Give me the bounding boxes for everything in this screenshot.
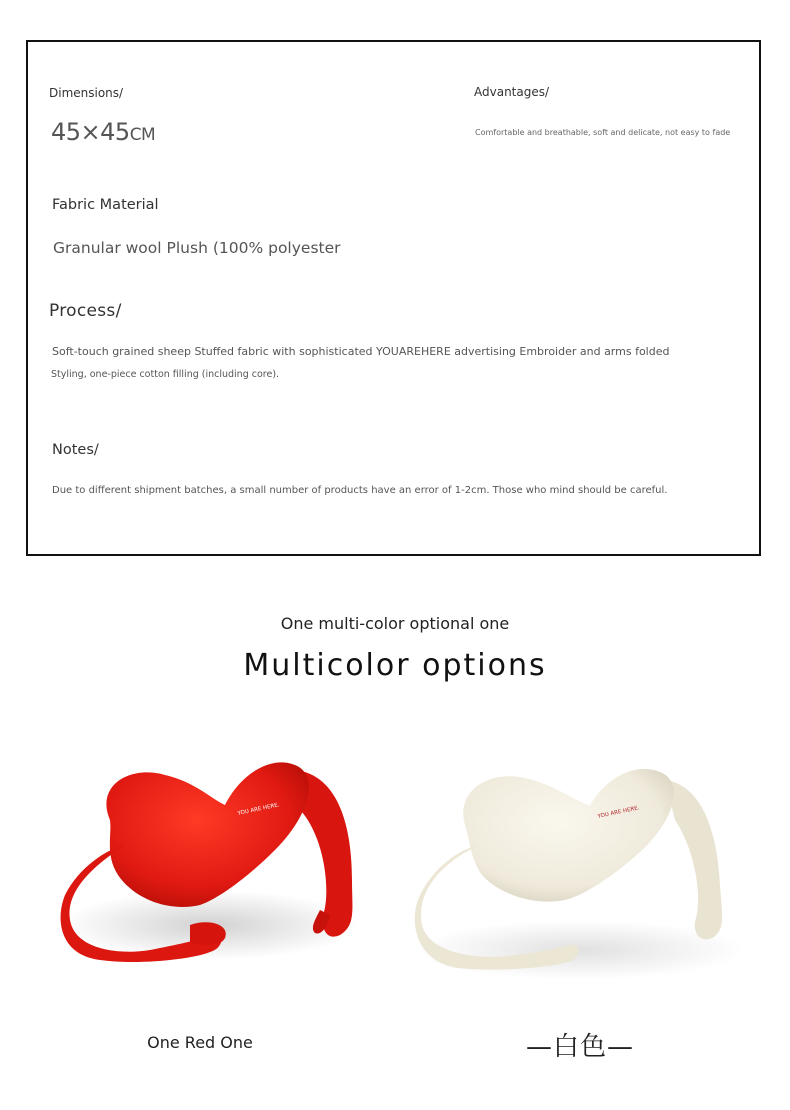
dimensions-number: 45×45 [51, 118, 130, 146]
dimensions-label: Dimensions/ [49, 86, 124, 100]
process-line-1: Soft-touch grained sheep Stuffed fabric with sophisticated YOUAREHERE advertising Embroider and arms folded [52, 345, 670, 358]
dimensions-value [51, 118, 155, 146]
fabric-value: Granular wool Plush (100% polyester [53, 239, 341, 257]
notes-label: Notes/ [52, 442, 99, 458]
red-embroidery-text: YOU ARE HERE. [237, 802, 281, 817]
process-line-2: Styling, one-piece cotton filling (including core). [51, 369, 280, 380]
advantages-label: Advantages/ [474, 85, 550, 99]
white-heart-pillow-illustration [400, 740, 760, 1000]
fabric-label: Fabric Material [52, 197, 159, 213]
process-label: Process/ [49, 301, 122, 321]
notes-value: Due to different shipment batches, a small number of products have an error of 1-2cm. Those who mind should be careful. [52, 485, 668, 496]
white-embroidery-text: YOU ARE HERE. [597, 805, 641, 820]
spec-panel [26, 40, 761, 556]
caption-white: —白色— [525, 1032, 634, 1062]
options-heading: Multicolor options [243, 648, 547, 683]
advantages-value: Comfortable and breathable, soft and delicate, not easy to fade [475, 128, 731, 137]
options-subheading: One multi-color optional one [280, 614, 510, 633]
product-image-red [40, 720, 380, 1020]
dimensions-unit: CM [129, 125, 156, 145]
caption-red: One Red One [147, 1033, 253, 1052]
product-image-white [400, 740, 760, 1000]
red-heart-pillow-illustration [40, 720, 380, 1020]
